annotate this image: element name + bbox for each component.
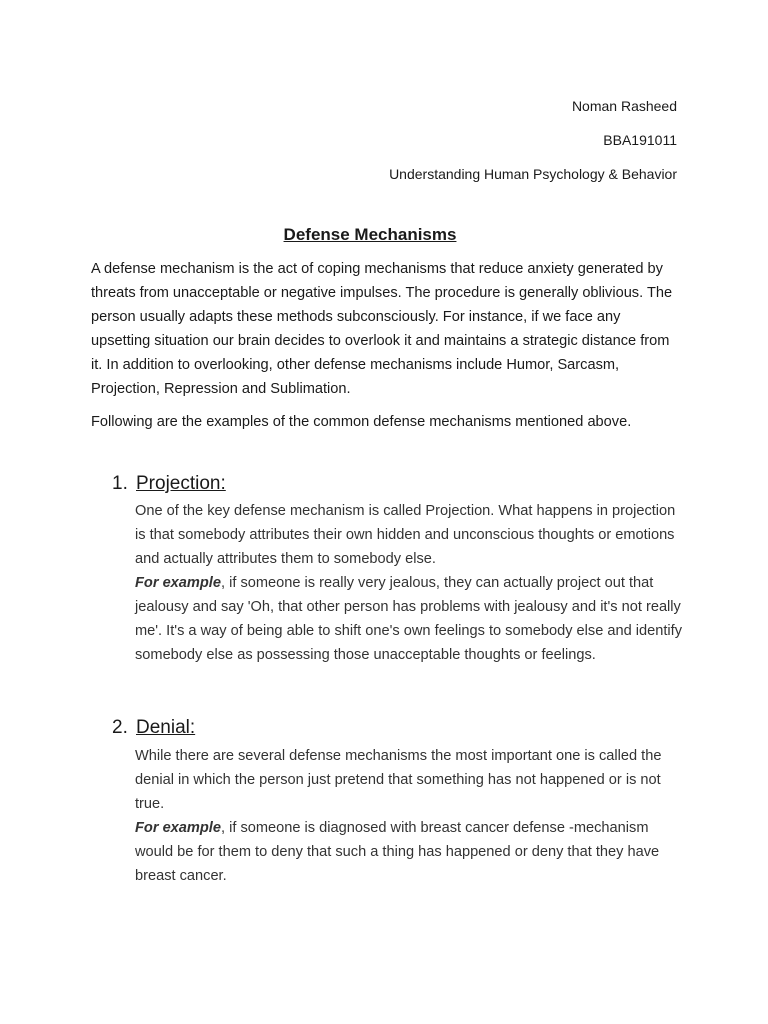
example-label: For example xyxy=(135,820,221,836)
section-heading-denial xyxy=(112,716,195,740)
section-description: While there are several defense mechanisms the most important one is called the denial in which the person just pretend that something has not happened or is not true. xyxy=(135,748,662,812)
intro-paragraph: A defense mechanism is the act of coping mechanisms that reduce anxiety generated by threats from unacceptable or negative impulses. The procedure is generally oblivious. The person usually adapts these methods subconsciously. For instance, if we face any upsetting situation our brain decides to overlook it and maintains a strategic distance from it. In addition to overlooking, other defense mechanisms include Humor, Sarcasm, Projection, Repression and Sublimation. xyxy=(91,261,673,397)
example-text: , if someone is diagnosed with breast cancer defense -mechanism would be for them to deny that such a thing has happened or deny that they have breast cancer. xyxy=(135,820,660,884)
document-title: Defense Mechanisms xyxy=(283,225,457,244)
student-id: BBA191011 xyxy=(603,132,677,148)
section-example xyxy=(135,816,683,888)
section-description: One of the key defense mechanism is called Projection. What happens in projection is that somebody attributes their own hidden and unconscious thoughts or emotions and actually attributes them to somebody else. xyxy=(135,503,676,567)
section-body-projection xyxy=(135,499,683,667)
section-number: 2. xyxy=(112,717,128,738)
section-title: Denial: xyxy=(136,717,196,738)
section-heading-projection xyxy=(112,472,226,496)
course-name: Understanding Human Psychology & Behavior xyxy=(389,166,677,182)
following-paragraph: Following are the examples of the common defense mechanisms mentioned above. xyxy=(91,414,632,430)
section-title: Projection: xyxy=(136,473,226,494)
example-label: For example xyxy=(135,575,221,591)
example-text: , if someone is really very jealous, they can actually project out that jealousy and say 'Oh, that other person has problems with jealousy and it's not really me'. It's a way of being able to shift one's own feelings to somebody else and identify somebody else as possessing those unacceptable thoughts or feelings. xyxy=(135,575,683,663)
section-number: 1. xyxy=(112,473,128,494)
section-example xyxy=(135,571,683,667)
section-body-denial xyxy=(135,744,683,888)
author-name: Noman Rasheed xyxy=(571,98,677,114)
